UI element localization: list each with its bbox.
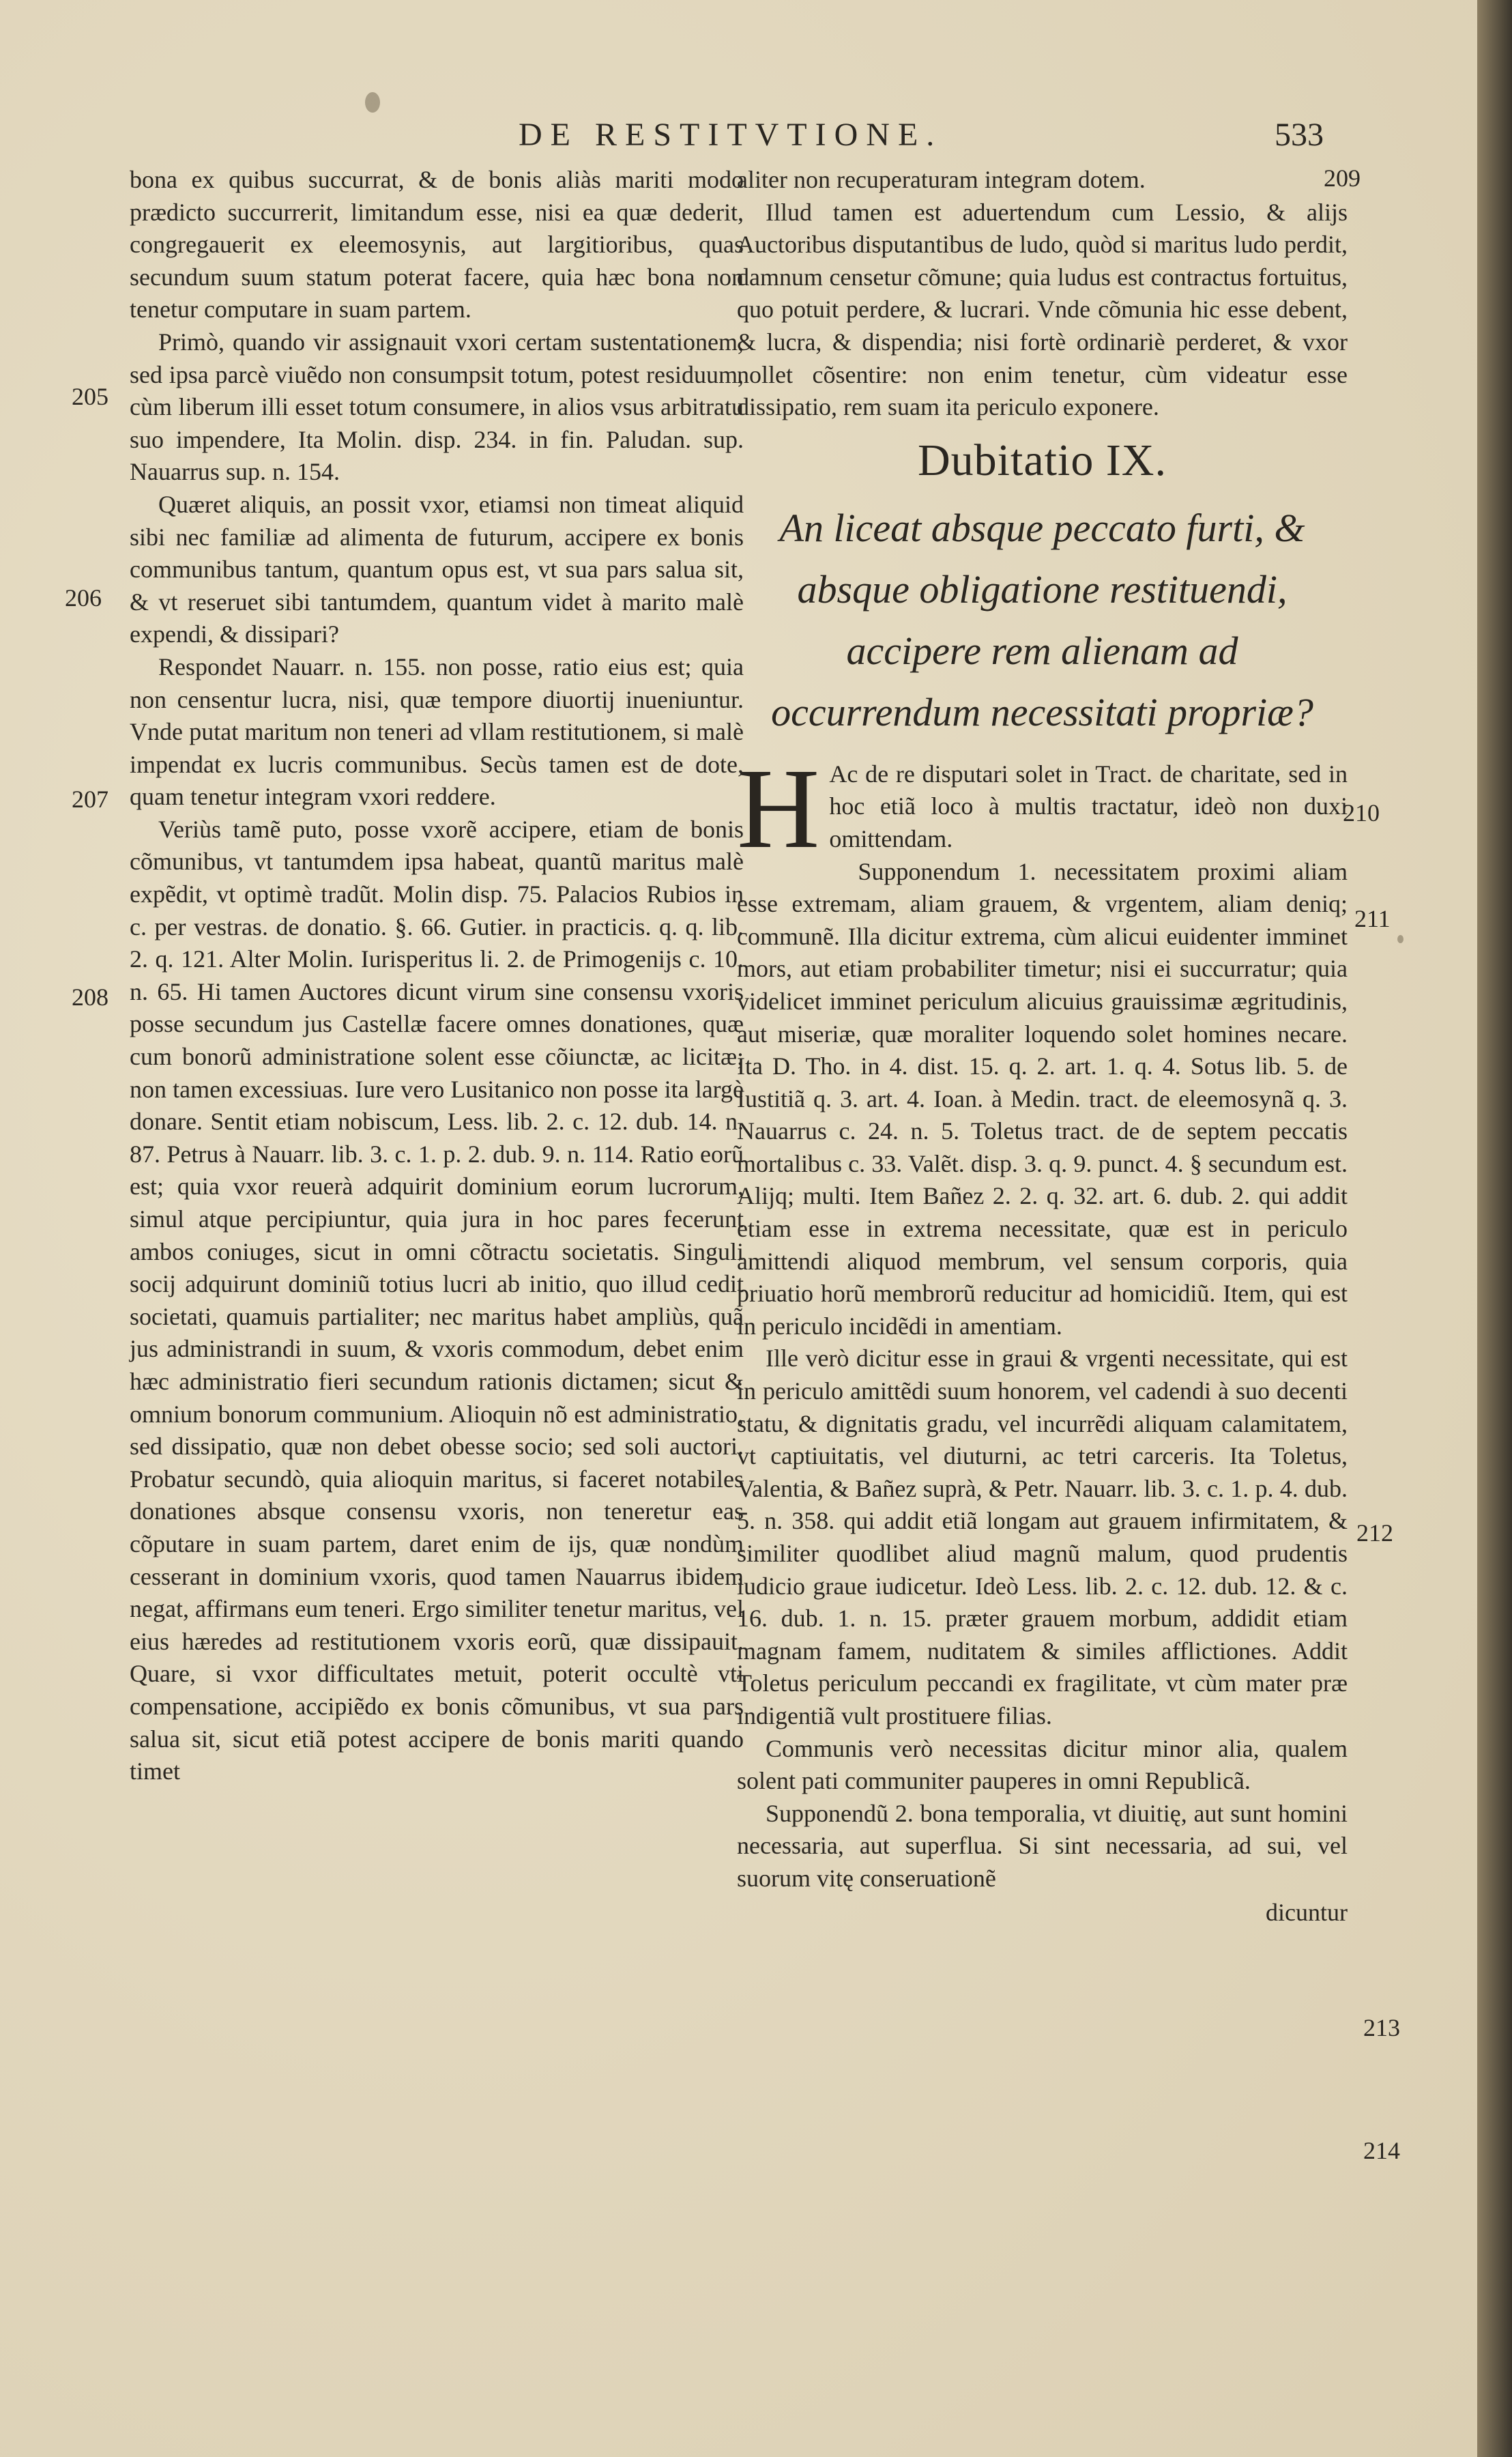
dubitatio-question: An liceat absque peccato furti, & absque obligatione restituendi, accipere rem alienam ad occurrendum necessitati propriæ? [771, 505, 1313, 734]
margin-number-205: 205 [72, 383, 108, 410]
paragraph-206: Quæret aliquis, an possit vxor, etiamsi non timeat aliquid sibi nec familiæ ad alimenta de futurum, accipere ex bonis communibus tantum, quantum opus est, vt sua pars salua sit, & vt reseruet sibi tantumdem, quantum videt à marito malè expendi, & dissipari? [130, 490, 744, 648]
margin-number-208: 208 [72, 983, 108, 1011]
paragraph-212: Ille verò dicitur esse in graui & vrgenti necessitate, qui est in periculo amittẽdi suum honorem, vel cadendi à suo decenti statu, & dignitatis gradu, vel incurrẽdi aliquam calamitatem, vt captiuitatis, vel diuturni, ac tetri carceris. Ita Toletus, Valentia, & Bañez suprà, & Petr. Nauarr. lib. 3. c. 1. p. 4. dub. 5. n. 358. qui addit etiã longam aut grauem infirmitatem, & similiter quodlibet aliud magnũ malum, quod prudentis iudicio graue iudicetur. Ideò Less. lib. 2. c. 12. dub. 12. & c. 16. dub. 1. n. 15. præter grauem morbum, addidit etiam magnam famem, nuditatem & similes afflictiones. Addit Toletus periculum peccandi ex fragilitate, vt cùm mater præ indigentiã vult prostituere filias. [737, 1345, 1348, 1729]
paragraph-207: Respondet Nauarr. n. 155. non posse, ratio eius est; quia non censentur lucra, nisi, quæ tempore diuortij inueniuntur. Vnde putat maritum non teneri ad vllam restitutionem, si malè impendat ex lucris communibus. Secùs tamen est de dote, quam tenetur integram vxori reddere. [130, 652, 744, 811]
running-header [519, 116, 1324, 157]
margin-number-213: 213 [1363, 2014, 1400, 2041]
left-intro-paragraph: bona ex quibus succurrat, & de bonis aliàs mariti modo prædicto succurrerit, limitandum esse, nisi ea quæ dederit, congregauerit ex eleemosynis, aut largitioribus, quas secundum suum statum poterat facere, quia hæc bona non tenetur computare in suam partem. [130, 166, 744, 324]
drop-cap-letter: H [737, 745, 820, 872]
margin-number-207: 207 [72, 786, 108, 813]
dubitatio-heading: Dubitatio IX. [918, 435, 1167, 485]
page-number: 533 [1275, 117, 1324, 153]
paragraph-211: Supponendum 1. necessitatem proximi aliam esse extremam, aliam grauem, & vrgentem, aliam deniq; communẽ. Illa dicitur extrema, cùm alicui euidenter imminet mors, aut etiam probabiliter timetur; nisi ei succurratur; quia videlicet imminet periculum alicuius grauissimæ ægritudinis, aut miseriæ, quæ moraliter loquendo solet homines necare. Ita D. Tho. in 4. dist. 15. q. 2. art. 1. q. 4. Sotus lib. 5. de Iustitiã q. 3. art. 4. Ioan. à Medin. tract. de eleemosynã q. 3. Nauarrus c. 24. n. 5. Toletus tract. de de septem peccatis mortalibus c. 33. Valẽt. disp. 3. q. 9. punct. 4. § secundum est. Alijq; multi. Item Bañez 2. 2. q. 32. art. 6. dub. 2. qui addit etiam esse in extrema necessitate, quæ est in periculo amittendi aliquod membrum, vel sensum corporis, quia priuatio horũ membrorũ reducitur ad homicidiũ. Item, qui est in periculo incidẽdi in amentiam. [737, 857, 1348, 1340]
paragraph-continuation: aliter non recuperaturam integram dotem. [737, 166, 1146, 193]
right-column [737, 164, 1348, 2245]
margin-number-211: 211 [1354, 905, 1391, 932]
page-edge-shadow [1477, 0, 1512, 2457]
paragraph-210 [737, 745, 1348, 872]
ink-dot [1397, 935, 1404, 943]
running-title: DE RESTITVTIONE. [519, 117, 943, 153]
paragraph-209: Illud tamen est aduertendum cum Lessio, & alijs Auctoribus disputantibus de ludo, quòd si maritus ludo perdit, damnum censetur cõmune; quia ludus est contractus fortuitus, quo potuit perdere, & lucrari. Vnde cõmunia hic esse debent, & lucra, & dispendia; nisi fortè ordinariè perderet, & vxor nollet cõsentire: non enim tenetur, cùm videatur esse dissipatio, rem suam ita periculo exponere. [737, 198, 1348, 421]
ink-smudge [365, 92, 380, 113]
paragraph-210-text: Ac de re disputari solet in Tract. de charitate, sed in hoc etiã loco à multis tractatur, ideò non duxi omittendam. [829, 760, 1348, 852]
paragraph-208: Veriùs tamẽ puto, posse vxorẽ accipere, etiam de bonis cõmunibus, vt tantumdem ipsa habeat, quantũ maritus malè expẽdit, vt optimè tradũt. Molin disp. 75. Palacios Rubios in c. per vestras. de donatio. §. 66. Gutier. in practicis. q. q. lib. 2. q. 121. Alter Molin. Iurisperitus li. 2. de Primogenijs c. 10. n. 65. Hi tamen Auctores dicunt virum sine consensu vxoris posse secundum jus Castellæ facere omnes donationes, quæ cum bonorũ administratione solent esse cõiunctæ, ac licitæ; non tamen excessiuas. Iure vero Lusitanico non posse ita largè donare. Sentit etiam nobiscum, Less. lib. 2. c. 12. dub. 14. n. 87. Petrus à Nauarr. lib. 3. c. 1. p. 2. dub. 9. n. 114. Ratio eorũ est; quia vxor reuerà adquirit dominium eorum lucrorum, simul atque percipiuntur, quia jura in hoc pares fecerunt ambos coniuges, sicut in omni cõtractu societatis. Singuli socij adquirunt dominiũ totius lucri ab initio, quo illud cedit societati, quamuis partialiter; nec maritus habet ampliùs, quã jus administrandi in suum, & vxoris commodum, debet enim hæc administratio fieri secundum rationis dictamen; sicut & omnium bonorum communium. Alioquin nõ est administratio, sed dissipatio, quæ non debet obesse socio; sed soli auctori. Probatur secundò, quia alioquin maritus, si faceret notabiles donationes absque consensu vxoris, non teneretur eas cõputare in suam partem, daret enim de ijs, quæ nondùm cesserant in dominium vxoris, quod tamen Nauarrus ibidem negat, affirmans eum teneri. Ergo similiter tenetur maritus, vel eius hæredes ad restitutionem vxoris eorũ, quæ dissipauit. Quare, si vxor difficultates metuit, poterit occultè vti compensatione, accipiẽdo ex bonis cõmunibus, vt sua pars salua sit, sicut etiã potest accipere de bonis mariti quando timet [130, 815, 744, 1785]
margin-number-206: 206 [65, 584, 102, 612]
paragraph-205: Primò, quando vir assignauit vxori certam sustentationem, sed ipsa parcè viuẽdo non consumpsit totum, potest residuum, cùm liberum illi esset totum consumere, in alios vsus arbitratu suo impendere, Ita Molin. disp. 234. in fin. Paludan. sup. Nauarrus sup. n. 154. [130, 328, 744, 486]
left-column [130, 164, 744, 2225]
margin-number-212: 212 [1356, 1519, 1393, 1547]
catchword: dicuntur [1266, 1898, 1348, 1926]
paragraph-214: Supponendũ 2. bona temporalia, vt diuitię, aut sunt homini necessaria, aut superflua. Si sint necessaria, ad sui, vel suorum vitę conseruationẽ [737, 1799, 1348, 1892]
margin-number-209: 209 [1324, 164, 1361, 192]
paragraph-213: Communis verò necessitas dicitur minor alia, qualem solent pati communiter pauperes in omni Republicã. [737, 1734, 1348, 1795]
margin-number-210: 210 [1343, 799, 1380, 827]
margin-number-214: 214 [1363, 2137, 1400, 2164]
